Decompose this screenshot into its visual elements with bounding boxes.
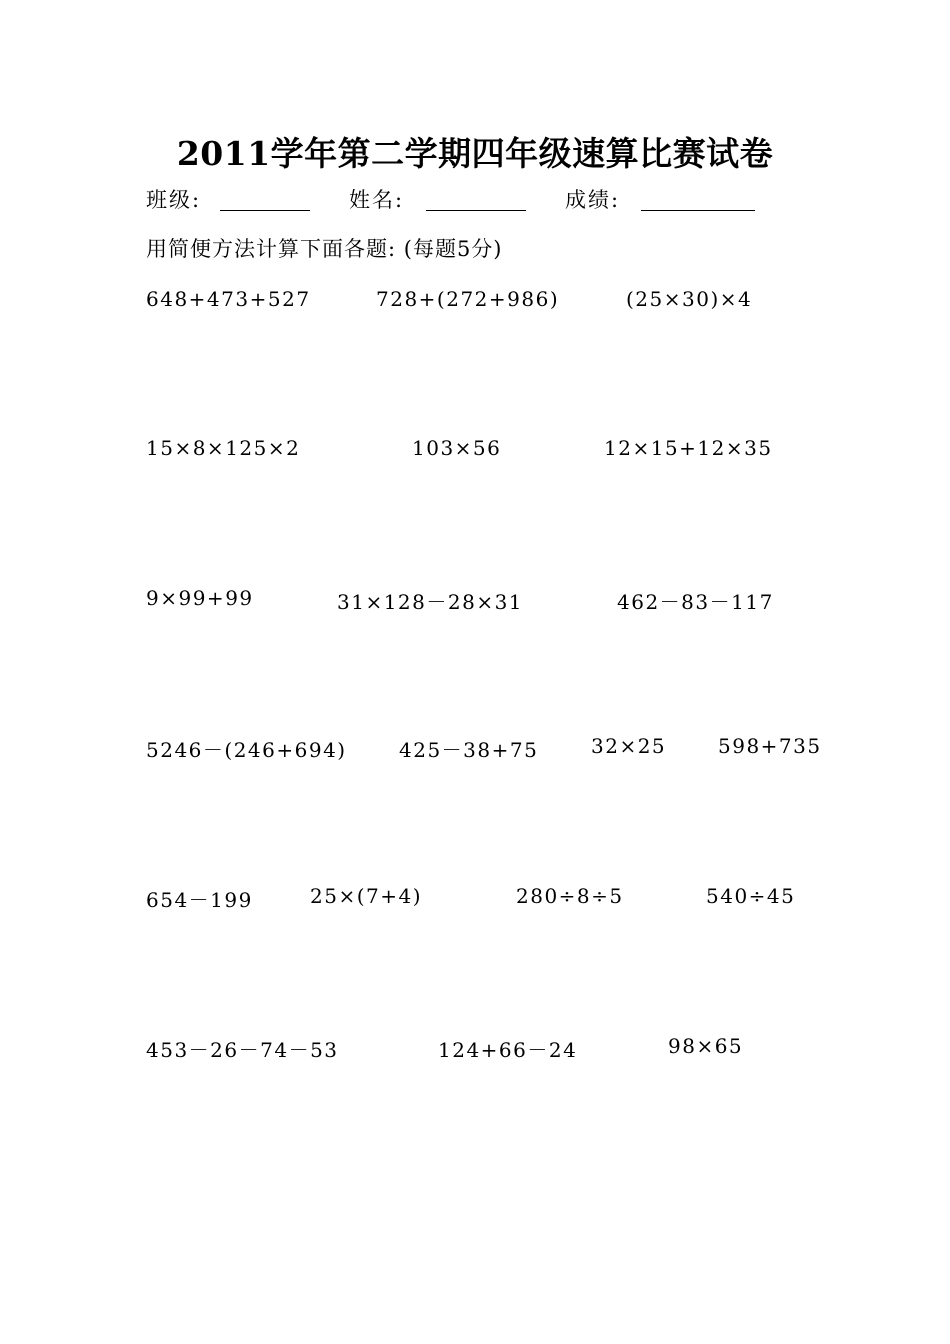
problem: 9×99+99: [146, 586, 254, 610]
problem: 32×25: [591, 734, 667, 758]
problem: (25×30)×4: [626, 287, 753, 311]
score-blank: [641, 210, 755, 211]
problem: 453－26－74－53: [146, 1038, 339, 1062]
problem: 15×8×125×2: [146, 436, 301, 460]
name-blank: [426, 210, 526, 211]
problem: 280÷8÷5: [516, 884, 624, 908]
class-blank: [220, 210, 310, 211]
problem: 98×65: [668, 1034, 744, 1058]
problem: 5246－(246+694): [146, 738, 347, 762]
problem: 12×15+12×35: [604, 436, 773, 460]
page-title: 2011学年第二学期四年级速算比赛试卷: [176, 134, 774, 173]
instruction-text: 用简便方法计算下面各题: (每题5分): [146, 237, 503, 261]
problem: 654－199: [146, 888, 253, 912]
problem: 540÷45: [706, 884, 796, 908]
name-label: 姓名:: [349, 188, 405, 212]
problem: 648+473+527: [146, 287, 311, 311]
problem: 728+(272+986): [376, 287, 560, 311]
problem: 25×(7+4): [310, 884, 423, 908]
problem: 31×128－28×31: [337, 590, 524, 614]
score-label: 成绩:: [565, 188, 621, 212]
class-label: 班级:: [146, 188, 202, 212]
problem: 462－83－117: [617, 590, 774, 614]
problem: 425－38+75: [399, 738, 539, 762]
problem: 124+66－24: [438, 1038, 578, 1062]
problem: 598+735: [718, 734, 822, 758]
problem: 103×56: [412, 436, 502, 460]
